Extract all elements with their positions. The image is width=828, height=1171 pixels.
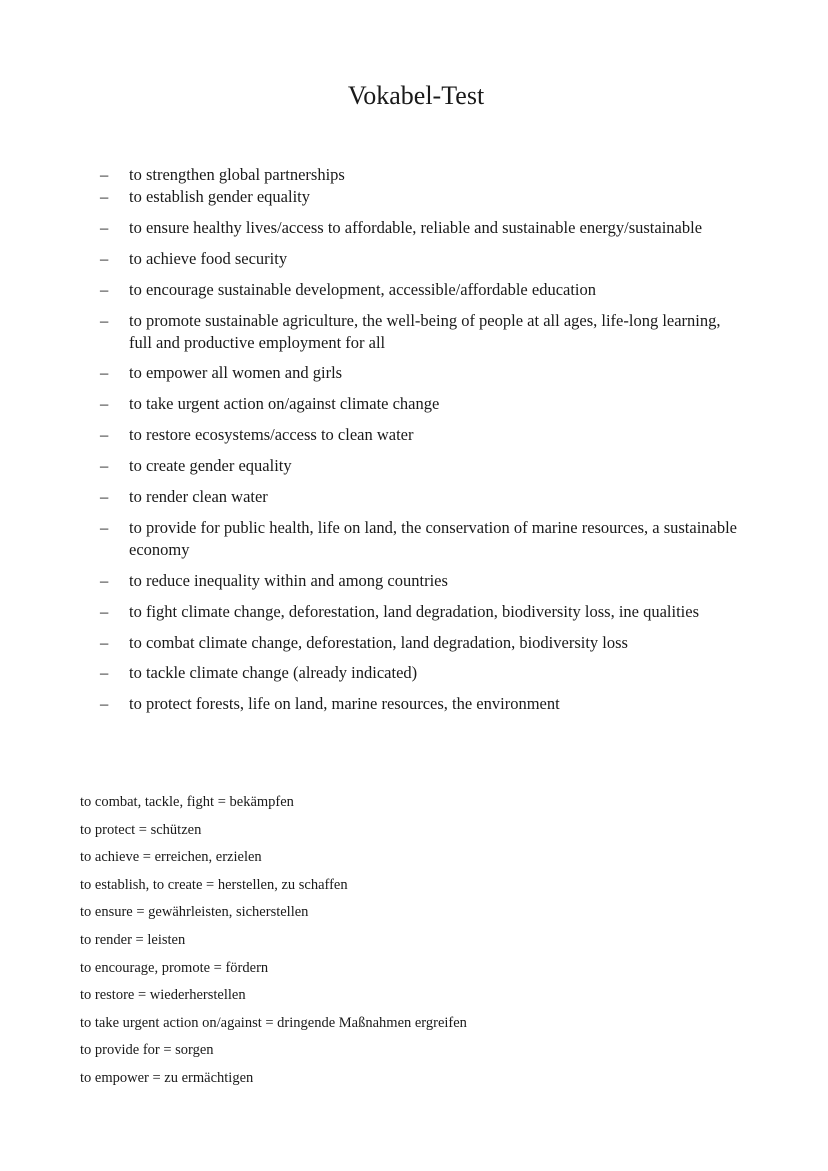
bullet-dash: – [100,279,109,299]
bullet-dash: – [100,394,109,414]
list-item [100,632,740,654]
vocabulary-entry: to empower = zu ermächtigen [80,1069,254,1086]
phrase-text: to protect forests, life on land, marine resources, the environment [129,694,560,714]
vocabulary-list [80,792,760,1096]
list-item [100,164,740,186]
phrase-text: to provide for public health, life on land, the conservation of marine resources, a sustainable economy [129,517,738,559]
phrase-text: to establish gender equality [129,187,310,206]
bullet-dash: – [100,663,109,683]
list-item [100,393,740,415]
bullet-dash: – [100,487,109,507]
phrase-text: to promote sustainable agriculture, the well-being of people at all ages, life-long learning, full and productive employment for all [129,310,721,352]
bullet-dash: – [100,363,109,383]
list-item [100,362,740,384]
vocabulary-entry: to provide for = sorgen [80,1042,214,1059]
phrase-text: to ensure healthy lives/access to affordable, reliable and sustainable energy/sustainable [129,217,703,237]
bullet-dash: – [100,187,109,206]
page-title: Vokabel-Test [347,81,485,110]
phrase-text: to reduce inequality within and among countries [129,570,448,590]
phrase-text: to create gender equality [129,456,292,476]
phrase-text: to take urgent action on/against climate change [129,394,440,414]
bullet-dash: – [100,217,109,237]
list-item [100,662,740,684]
phrase-text: to combat climate change, deforestation, land degradation, biodiversity loss [129,632,628,652]
bullet-dash: – [100,165,109,184]
list-item [100,248,740,270]
list-item [100,279,740,301]
vocabulary-entry: to take urgent action on/against = dringende Maßnahmen ergreifen [80,1014,467,1031]
bullet-dash: – [100,601,109,621]
list-item [100,186,740,208]
phrase-text: to render clean water [129,487,268,507]
phrase-text: to achieve food security [129,248,288,268]
list-item [100,517,740,561]
bullet-dash: – [100,248,109,268]
phrase-text: to strengthen global partnerships [129,165,345,184]
bullet-dash: – [100,694,109,714]
vocabulary-entry: to encourage, promote = fördern [80,959,269,976]
vocabulary-entry: to restore = wiederherstellen [80,987,246,1004]
bullet-dash: – [100,425,109,445]
list-item [100,310,740,354]
list-item [100,424,740,446]
list-item [100,486,740,508]
vocabulary-entry: to establish, to create = herstellen, zu schaffen [80,876,348,893]
phrase-text: to tackle climate change (already indicated) [129,663,418,683]
vocabulary-entry: to combat, tackle, fight = bekämpfen [80,794,294,810]
bullet-dash: – [100,517,109,537]
phrase-text: to empower all women and girls [129,363,343,383]
phrase-text: to fight climate change, deforestation, land degradation, biodiversity loss, ine qualities [129,601,700,621]
vocabulary-entry: to achieve = erreichen, erzielen [80,849,262,866]
vocabulary-entry: to ensure = gewährleisten, sicherstellen [80,904,309,921]
bullet-dash: – [100,632,109,652]
bullet-dash: – [100,310,109,330]
phrase-text: to restore ecosystems/access to clean water [129,425,414,445]
bullet-dash: – [100,456,109,476]
list-item [100,455,740,477]
list-item [100,570,740,592]
list-item [100,693,740,715]
list-item [100,217,740,239]
vocabulary-entry: to render = leisten [80,931,186,948]
phrase-list [100,164,740,724]
phrase-text: to encourage sustainable development, accessible/affordable education [129,279,597,299]
bullet-dash: – [100,570,109,590]
list-item [100,601,740,623]
vocabulary-entry: to protect = schützen [80,821,202,838]
